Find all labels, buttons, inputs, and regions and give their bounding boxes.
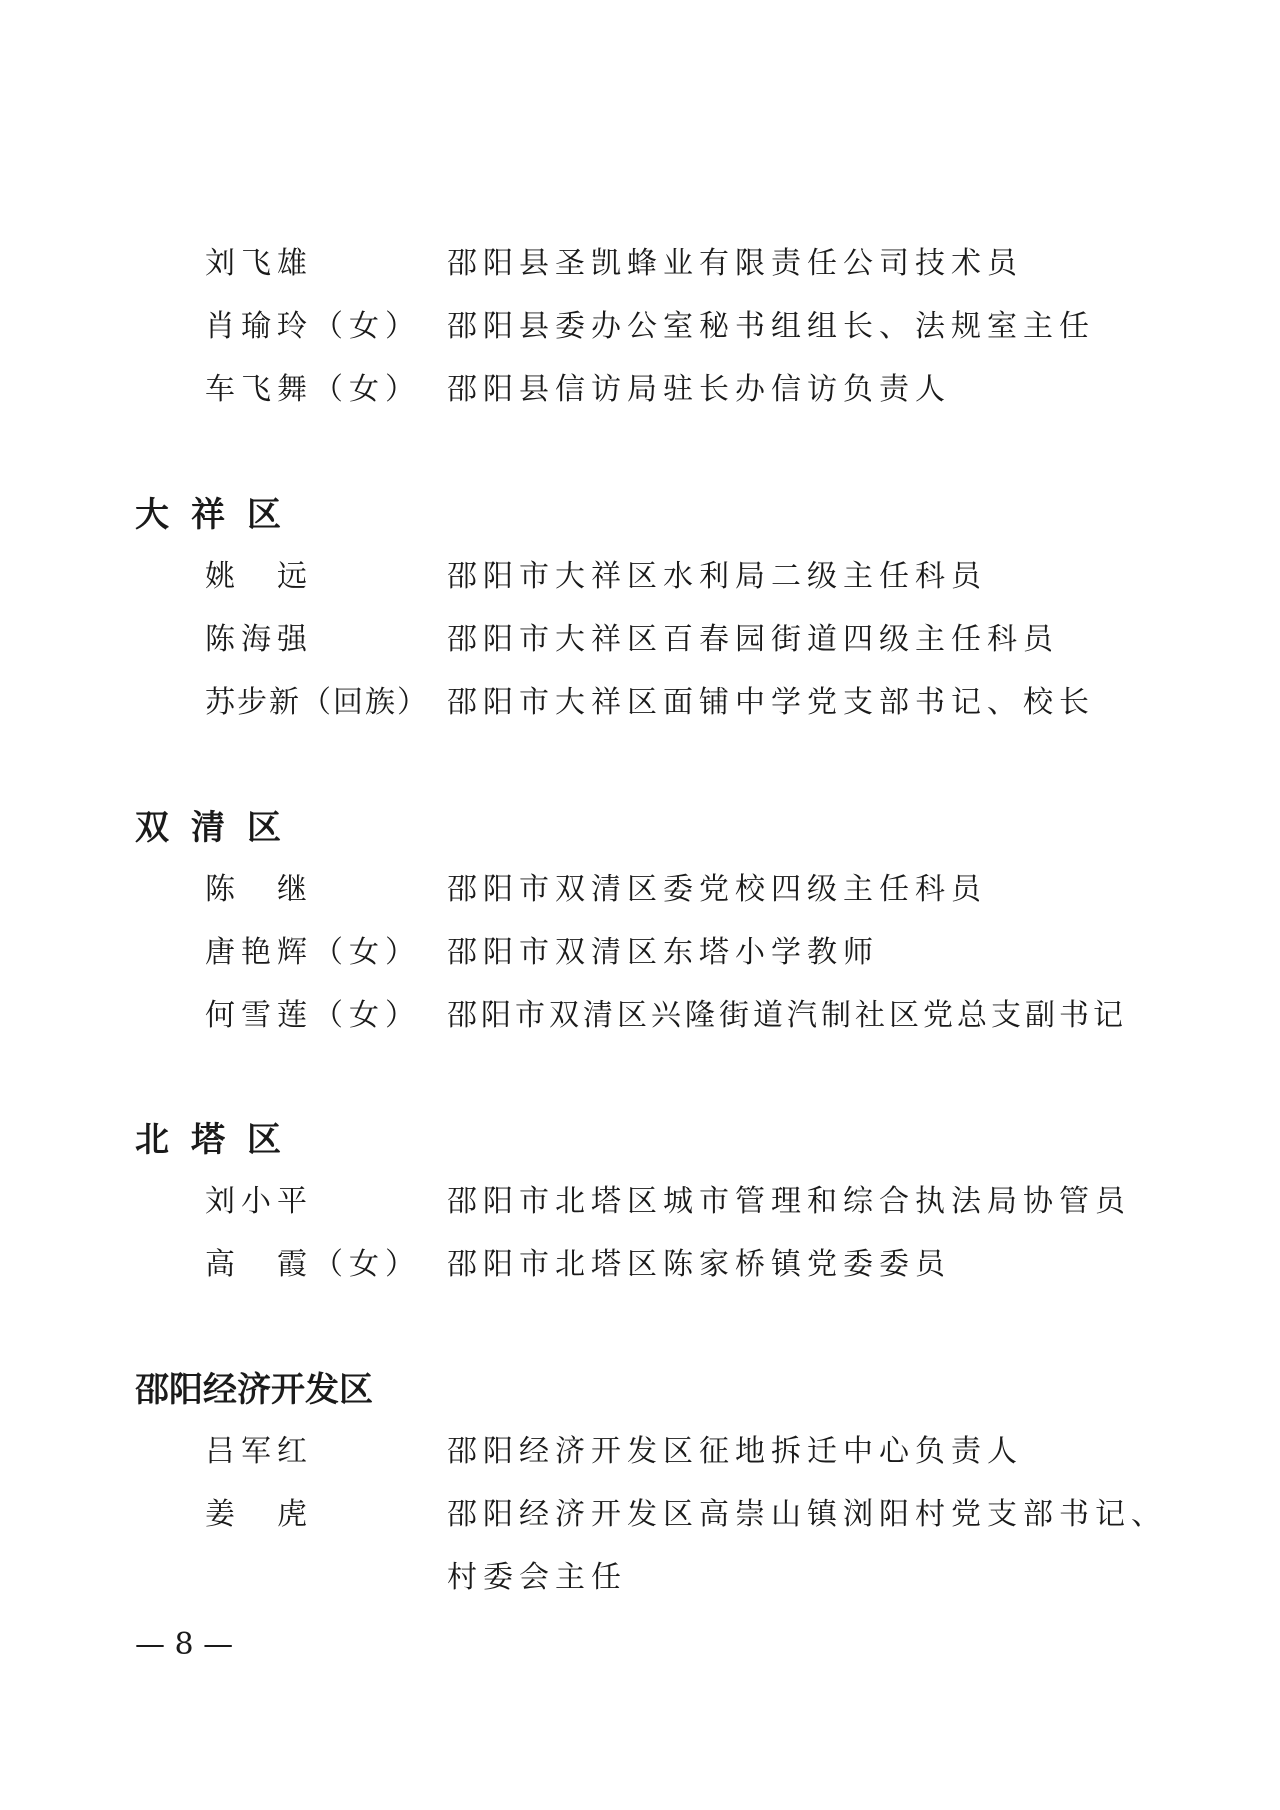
person-role: 邵阳市双清区兴隆街道汽制社区党总支副书记 (447, 998, 1127, 1033)
list-item (0, 994, 1280, 1038)
list-item (0, 931, 1280, 975)
person-name: 姜 虎 (205, 1497, 313, 1532)
section-heading: 大祥区 (135, 495, 303, 535)
person-name: 肖瑜玲（女） (205, 309, 421, 344)
list-item (0, 368, 1280, 412)
person-name: 刘小平 (205, 1184, 313, 1219)
person-name: 陈海强 (205, 622, 313, 657)
list-item (0, 618, 1280, 662)
person-role: 邵阳市大祥区水利局二级主任科员 (447, 559, 987, 594)
list-item (0, 242, 1280, 286)
person-role: 邵阳市双清区东塔小学教师 (447, 935, 879, 970)
person-role: 邵阳市双清区委党校四级主任科员 (447, 872, 987, 907)
person-role: 邵阳县圣凯蜂业有限责任公司技术员 (447, 246, 1023, 281)
page-number: — 8 — (135, 1627, 234, 1662)
list-item (0, 868, 1280, 912)
list-item (0, 305, 1280, 349)
person-name: 唐艳辉（女） (205, 935, 421, 970)
person-role: 邵阳县信访局驻长办信访负责人 (447, 372, 951, 407)
person-name: 高 霞（女） (205, 1247, 421, 1282)
section-heading: 北塔区 (135, 1120, 303, 1160)
person-name: 苏步新（回族） (205, 685, 429, 720)
person-role: 邵阳市北塔区陈家桥镇党委委员 (447, 1247, 951, 1282)
section-heading: 双清区 (135, 808, 303, 848)
list-item (0, 555, 1280, 599)
person-name: 陈 继 (205, 872, 313, 907)
list-item (0, 1180, 1280, 1224)
person-role: 邵阳经济开发区高崇山镇浏阳村党支部书记、 (447, 1497, 1167, 1532)
person-role: 邵阳经济开发区征地拆迁中心负责人 (447, 1434, 1023, 1469)
section-heading: 邵阳经济开发区 (135, 1370, 373, 1410)
list-item (0, 1493, 1280, 1537)
person-name: 吕军红 (205, 1434, 313, 1469)
person-name: 车飞舞（女） (205, 372, 421, 407)
person-role: 邵阳市北塔区城市管理和综合执法局协管员 (447, 1184, 1131, 1219)
person-name: 刘飞雄 (205, 246, 313, 281)
list-item (0, 1243, 1280, 1287)
person-name: 何雪莲（女） (205, 998, 421, 1033)
person-role: 邵阳市大祥区百春园街道四级主任科员 (447, 622, 1059, 657)
person-name: 姚 远 (205, 559, 313, 594)
list-item (0, 681, 1280, 725)
list-item (0, 1430, 1280, 1474)
person-role: 村委会主任 (447, 1560, 627, 1595)
list-item-continuation (0, 1556, 1280, 1600)
person-role: 邵阳市大祥区面铺中学党支部书记、校长 (447, 685, 1095, 720)
person-role: 邵阳县委办公室秘书组组长、法规室主任 (447, 309, 1095, 344)
